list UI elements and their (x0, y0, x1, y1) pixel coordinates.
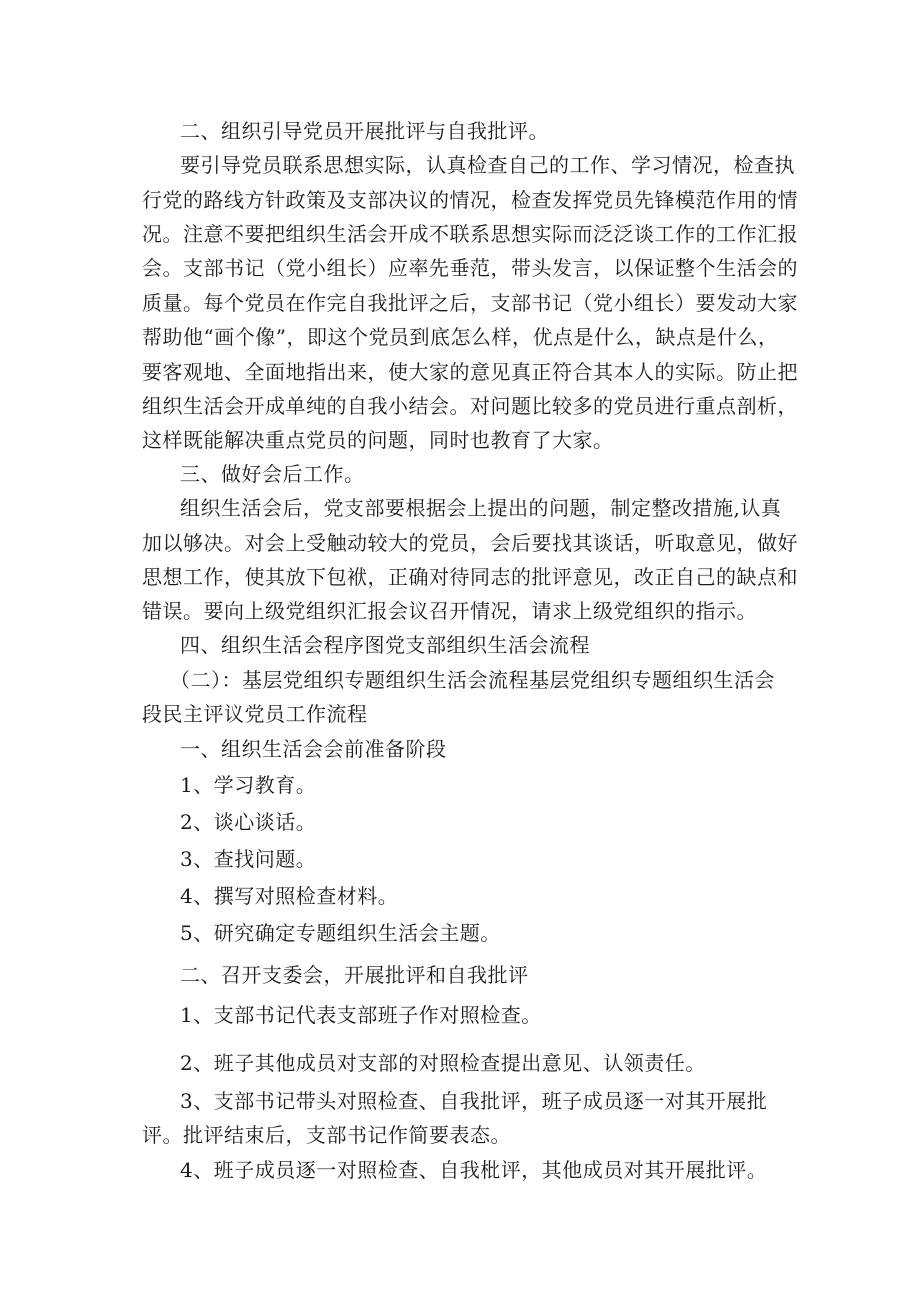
list-item: 1、学习教育。 (180, 773, 317, 797)
list-item: 3、查找问题。 (180, 847, 317, 871)
list-item: 2、班子其他成员对支部的对照检查提出意见、认领责任。 (180, 1051, 706, 1075)
paragraph-line: 加以够决。对会上受触动较大的党员，会后要找其谈话，听取意见，做好 (142, 531, 798, 555)
list-item: 4、班子成员逐一对照检查、自我枇评，其他成员对其开展批评。 (180, 1158, 768, 1182)
paragraph-line: 行党的路线方针政策及支部决议的情况，检查发挥党员先锋模范作用的情 (142, 188, 798, 212)
stage-heading-2: 二、召开支委会，开展批评和自我批评 (180, 963, 529, 987)
paragraph-line: 会。支部书记（党小组长）应率先垂范，带头发言，以保证整个生活会的 (142, 256, 798, 280)
list-item: 1、支部书记代表支部班子作对照检查。 (180, 1003, 542, 1027)
paragraph-line: 错误。要向上级党组织汇报会议召开情况，请求上级党组织的指示。 (142, 599, 757, 623)
section-heading-4: 四、组织生活会程序图党支部组织生活会流程 (180, 633, 590, 657)
subtitle-line: 段民主评议党员工作流程 (142, 702, 368, 726)
section-heading-2: 二、组织引导党员开展批评与自我批评。 (180, 119, 549, 143)
paragraph-line: 组织生活会开成单纯的自我小结会。对问题比较多的党员进行重点剖析， (142, 394, 798, 418)
paragraph-line: 组织生活会后，党支部要根据会上提出的问题，制定整改措施,认真 (180, 496, 782, 520)
list-item: 3、支部书记带头对照检查、自我批评，班子成员逐一对其开展批 (180, 1089, 768, 1113)
subtitle-line: （二）：基层党组织专题组织生活会流程基层党组织专题组织生活会 (170, 668, 775, 692)
section-heading-3: 三、做好会后工作。 (180, 462, 365, 486)
paragraph-line: 要引导党员联系思想实际，认真检查自己的工作、学习情况，检查执 (180, 153, 795, 177)
paragraph-line: 思想工作，使其放下包袱，正确对待同志的批评意见，改正自己的缺点和 (142, 565, 798, 589)
paragraph-line: 要客观地、全面地指出来，使大家的意见真正符合其本人的实际。防止把 (142, 360, 798, 384)
stage-heading-1: 一、组织生活会会前准备阶段 (180, 737, 447, 761)
paragraph-line: 帮助他“画个像”，即这个党员到底怎么样，优点是什么，缺点是什么， (142, 325, 779, 349)
list-item: 5、研究确定专题组织生活会主题。 (180, 921, 501, 945)
list-item: 2、谈心谈话。 (180, 810, 317, 834)
paragraph-line: 况。注意不要把组织生活会开成不联系思想实际而泛泛谈工作的工作汇报 (142, 222, 798, 246)
list-item: 4、撰写对照检查材料。 (180, 884, 399, 908)
paragraph-line: 质量。每个党员在作完自我批评之后，支部书记（党小组长）要发动大家 (142, 291, 798, 315)
paragraph-line: 这样既能解决重点党员的问题，同时也教育了大家。 (142, 428, 614, 452)
list-item-continuation: 评。批评结束后，支部书记作简要表态。 (142, 1123, 511, 1147)
